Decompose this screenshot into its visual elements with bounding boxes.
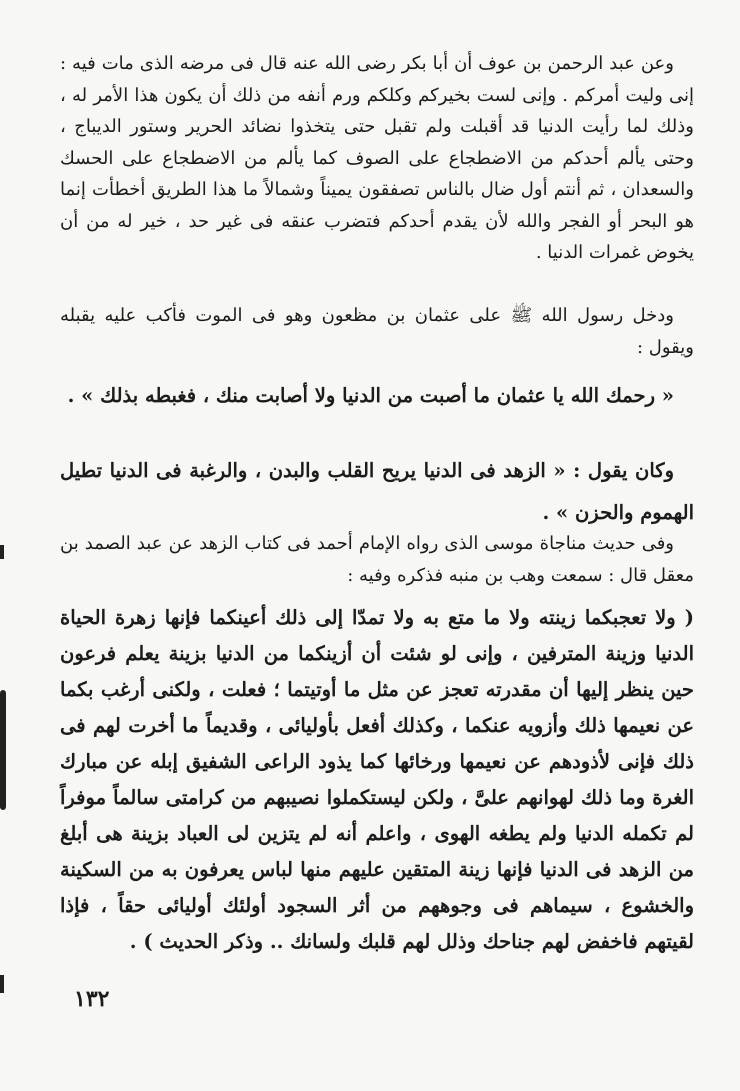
paragraph-text: « رحمك الله يا عثمان ما أصبت من الدنيا ولا أصابت منك ، فغبطه بذلك » . [67,384,674,407]
scan-margin-mark [0,545,4,559]
hadith-quote [60,375,694,417]
paragraph-uthman-visit [60,300,694,363]
page-number: ١٣٢ [74,986,110,1012]
paragraph-text: ( ولا تعجبكما زينته ولا ما متع به ولا تمدّا إلى ذلك أعينكما فإنها زهرة الحياة الدنيا وزينة المترفين ، وإنى لو شئت أن أزينكما من الدنيا بزينة يعلم فرعون حين ينظر إليها أن مقدرته تعجز عن مثل ما أوتيتما ؛ فعلت ، ولكنى أرغب بكما عن نعيمها ذلك وأزويه عنكما ، وكذلك أفعل بأوليائى ، وقديماً ما أخرت لهم فى ذلك فإنى لأذودهم عن نعيمها ورخائها كما يذود الراعى الشفيق إبله عن مبارك الغرة وما ذلك لهوانهم علىَّ ، ولكن ليستكملوا نصيبهم من كرامتى سالماً موفراً لم تكمله الدنيا ولم يطغه الهوى ، واعلم أنه لم يتزين لى العباد بزينة هى أبلغ من الزهد فى الدنيا فإنها زينة المتقين عليهم منها لباس يعرفون به من السكينة والخشوع ، سيماهم فى وجوههم من أثر السجود أولئك أوليائى حقاً ، فإذا لقيتهم فاخفض لهم جناحك وذلل لهم قلبك ولسانك .. وذكر الحديث ) . [60,606,694,953]
book-page [60,48,694,1078]
scan-margin-mark [0,975,4,993]
paragraph-text: وعن عبد الرحمن بن عوف أن أبا بكر رضى الله عنه قال فى مرضه الذى مات فيه : إنى وليت أمركم . وإنى لست بخيركم وكلكم ورم أنفه من ذلك أن يكون هذا الأمر له ، وذلك لما رأيت الدنيا قد أقبلت ولم تقبل حتى يتخذوا نضائد الحرير وستور الديباج ، وحتى يألم أحدكم من الاضطجاع على الصوف كما يألم من الاضطجاع على الحسك والسعدان ، ثم أنتم أول ضال بالناس تصفقون يميناً وشمالاً ما هذا الطريق أخطأت إنما هو البحر أو الفجر والله لأن يقدم أحدكم فتضرب عنقه فى غير حد ، خير له من أن يخوض غمرات الدنيا . [60,53,694,263]
scan-margin-mark [0,690,6,810]
paragraph-text: وكان يقول : « الزهد فى الدنيا يريح القلب والبدن ، والرغبة فى الدنيا تطيل الهموم والحزن » . [60,459,694,524]
munajat-quote [60,600,694,960]
paragraph-abu-bakr [60,48,694,269]
paragraph-text: وفى حديث مناجاة موسى الذى رواه الإمام أحمد فى كتاب الزهد عن عبد الصمد بن معقل قال : سمعت وهب بن منبه فذكره وفيه : [60,533,694,586]
zuhd-saying [60,450,694,534]
paragraph-text: ودخل رسول الله ﷺ على عثمان بن مظعون وهو فى الموت فأكب عليه يقبله ويقول : [60,305,694,358]
paragraph-musa-munajat [60,528,694,591]
